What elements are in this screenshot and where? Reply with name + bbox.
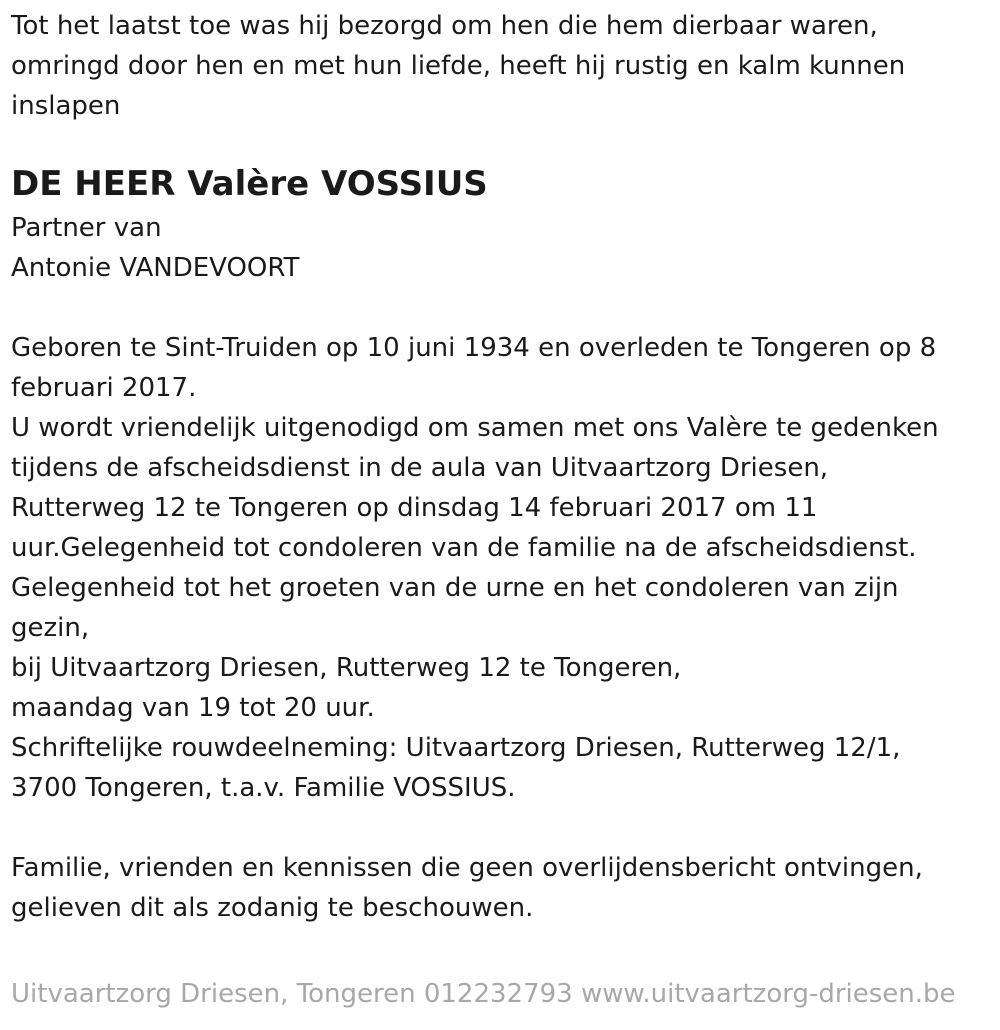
- details-line: Gelegenheid tot het groeten van de urne en het condoleren van zijn: [11, 573, 899, 603]
- intro-line: inslapen: [11, 91, 121, 121]
- closing-line: Familie, vrienden en kennissen die geen overlijdensbericht ontvingen,: [11, 853, 923, 883]
- intro-line: omringd door hen en met hun liefde, heeft hij rustig en kalm kunnen: [11, 51, 906, 81]
- details-line: Rutterweg 12 te Tongeren op dinsdag 14 februari 2017 om 11: [11, 493, 818, 523]
- spacer: [11, 126, 986, 166]
- death-notice: [11, 6, 986, 928]
- details-line: maandag van 19 tot 20 uur.: [11, 693, 375, 723]
- details-line: tijdens de afscheidsdienst in de aula van Uitvaartzorg Driesen,: [11, 453, 829, 483]
- partner-name: Antonie VANDEVOORT: [11, 253, 300, 283]
- details-line: Schriftelijke rouwdeelneming: Uitvaartzorg Driesen, Rutterweg 12/1,: [11, 733, 901, 763]
- details-line: Geboren te Sint-Truiden op 10 juni 1934 en overleden te Tongeren op 8: [11, 333, 937, 363]
- details-line: februari 2017.: [11, 373, 197, 403]
- spacer: [11, 288, 986, 328]
- closing-text: [11, 848, 986, 928]
- details-line: U wordt vriendelijk uitgenodigd om samen met ons Valère te gedenken: [11, 413, 939, 443]
- closing-line: gelieven dit als zodanig te beschouwen.: [11, 893, 534, 923]
- intro-line: Tot het laatst toe was hij bezorgd om hen die hem dierbaar waren,: [11, 11, 878, 41]
- details-line: uur.Gelegenheid tot condoleren van de familie na de afscheidsdienst.: [11, 533, 917, 563]
- details-line: gezin,: [11, 613, 90, 643]
- details-line: 3700 Tongeren, t.a.v. Familie VOSSIUS.: [11, 773, 516, 803]
- funeral-home-footer: Uitvaartzorg Driesen, Tongeren 012232793 www.uitvaartzorg-driesen.be: [11, 979, 956, 1009]
- deceased-name: DE HEER Valère VOSSIUS: [11, 164, 488, 204]
- relation-label: Partner van: [11, 213, 162, 243]
- details-text: [11, 328, 986, 808]
- intro-text: [11, 6, 986, 126]
- details-line: bij Uitvaartzorg Driesen, Rutterweg 12 te Tongeren,: [11, 653, 682, 683]
- spacer: [11, 808, 986, 848]
